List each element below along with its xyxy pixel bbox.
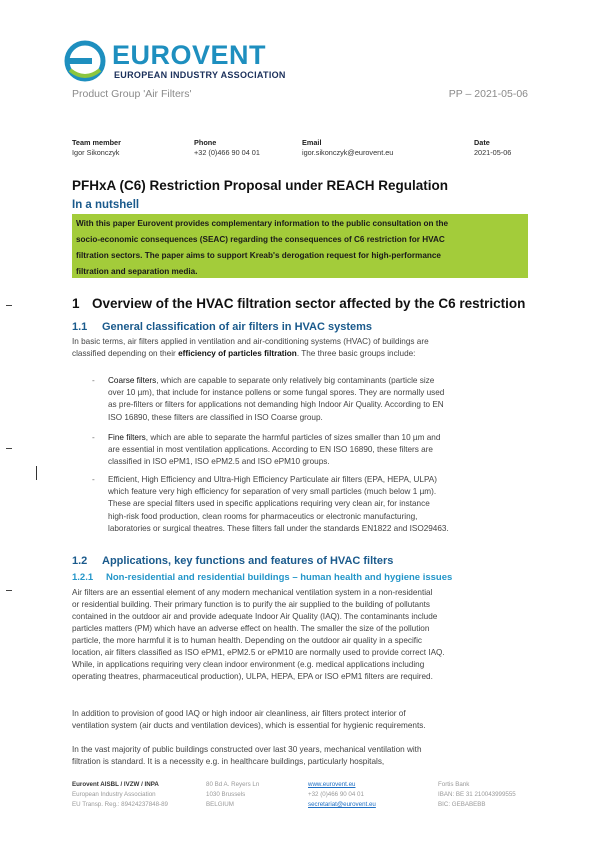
meta-date	[474, 138, 511, 158]
footer-line: 1030 Brussels	[206, 791, 246, 798]
footer-line: IBAN: BE 31 210043999555	[438, 791, 516, 798]
text-line: high-risk food production, clean rooms for pharmaceutics or electronic manufacturing,	[108, 511, 418, 521]
text-line: In the vast majority of public buildings constructed over last 30 years, mechanical ventilation with	[72, 745, 422, 754]
text-line: Air filters are an essential element of any modern mechanical ventilation system in a non-residential	[72, 588, 433, 597]
section-1-1-intro	[72, 336, 532, 360]
text-line: In addition to provision of good IAQ or high indoor air cleanliness, air filters protect interior of	[72, 709, 406, 718]
section-1-2-1-paragraph-3	[72, 744, 532, 768]
text-line	[108, 433, 440, 442]
bullet-item	[92, 375, 532, 424]
footer-line: BELGIUM	[206, 801, 234, 808]
section-number: 1	[72, 296, 80, 311]
footer-email-link[interactable]: secretariat@eurovent.eu	[308, 801, 376, 808]
text-line: ventilation system (air ducts and ventilation devices), which is essential for hygienic requirements.	[72, 721, 426, 730]
section-1-heading	[72, 296, 525, 311]
text-span: . The three basic groups include:	[296, 349, 416, 358]
margin-mark	[6, 590, 12, 591]
meta-date-value: 2021-05-06	[474, 148, 512, 157]
meta-phone-label: Phone	[194, 138, 217, 147]
footer-website-link[interactable]: www.eurovent.eu	[308, 781, 356, 788]
margin-mark	[6, 305, 12, 306]
text-line: Efficient, High Efficiency and Ultra-High Efficiency Particulate air filters (EPA, HEPA, ULPA)	[108, 475, 437, 484]
bullet-term: Coarse filters	[108, 376, 157, 385]
bullet-item	[92, 432, 532, 469]
text-line: These are special filters used in specific applications requiring very clean air, for instance	[108, 499, 430, 509]
meta-phone	[194, 138, 260, 158]
footer-line: EU Transp. Reg.: 89424237848-89	[72, 801, 168, 808]
nutshell-heading: In a nutshell	[72, 199, 140, 211]
document-title: PFHxA (C6) Restriction Proposal under REACH Regulation	[72, 178, 449, 193]
margin-mark	[6, 448, 12, 449]
eurovent-logo-mark-icon	[64, 40, 106, 82]
bullet-dash-icon: -	[92, 475, 95, 484]
bullet-dash-icon: -	[92, 433, 95, 442]
meta-email-value: igor.sikonczyk@eurovent.eu	[302, 148, 394, 157]
footer-organisation	[72, 780, 168, 810]
meta-email	[302, 138, 393, 158]
text-line: In basic terms, air filters applied in ventilation and air-conditioning systems (HVAC) of buildings are	[72, 337, 429, 346]
text-line: or residential building. Their primary function is to purify the air supplied to the building of pollutants	[72, 600, 431, 609]
section-1-2-1-paragraph-1	[72, 587, 532, 683]
section-title: Overview of the HVAC filtration sector affected by the C6 restriction	[92, 296, 526, 311]
text-line: classified in ISO ePM1, ISO ePM2.5 and ISO ePM10 groups.	[108, 457, 330, 467]
text-line	[72, 348, 532, 360]
text-line: filtration is standard. It is a necessity e.g. in healthcare buildings, particularly hospitals,	[72, 757, 385, 766]
text-span: , which are capable to separate only relatively big contaminants (particle size	[156, 376, 435, 385]
text-line: particles matters (PM) which have an adverse effect on health. The smaller the size of the pollution	[72, 624, 430, 633]
nutshell-line: filtration sectors. The paper aims to support Kreab's derogation request for high-performance	[76, 251, 441, 260]
footer-line: 80 Bd A. Reyers Ln	[206, 781, 260, 788]
footer-line: Fortis Bank	[438, 781, 470, 788]
nutshell-box	[72, 214, 528, 278]
text-span: classified depending on their	[72, 349, 179, 358]
section-1-2-1-paragraph-2	[72, 708, 532, 732]
footer-line: European Industry Association	[72, 791, 156, 798]
section-number: 1.2.1	[72, 572, 94, 583]
section-number: 1.1	[72, 321, 88, 333]
header-product-group: Product Group 'Air Filters'	[72, 88, 192, 100]
footer-line: +32 (0)466 90 04 01	[308, 791, 364, 798]
section-title: Non-residential and residential buildings – human health and hygiene issues	[106, 572, 453, 583]
logo-subtitle: EUROPEAN INDUSTRY ASSOCIATION	[114, 70, 286, 80]
meta-email-label: Email	[302, 138, 322, 147]
text-line: laboratories or surgical theatres. These filters fall under the standards EN1822 and ISO29463.	[108, 523, 449, 533]
bullet-term: Fine filters	[108, 433, 146, 442]
text-line: ISO 16890, these filters are classified in ISO Coarse group.	[108, 412, 323, 422]
text-line: particle, the more harmful it is to human health. Depending on the outdoor air quality in a specific	[72, 636, 422, 645]
section-1-2-1-heading	[72, 572, 452, 583]
meta-member-value: Igor Sikonczyk	[72, 148, 120, 157]
section-title: General classification of air filters in HVAC systems	[102, 321, 373, 333]
bullet-text	[108, 474, 532, 535]
text-line: which feature very high efficiency for separation of very small particles (much below 1 µm).	[108, 487, 437, 497]
margin-change-bar	[36, 466, 37, 480]
text-line: contained in the outdoor air and provide adequate Indoor Air Quality (IAQ). The contaminants include	[72, 612, 438, 621]
footer-address	[206, 780, 259, 810]
text-span: , which are able to separate the harmful particles of sizes smaller than 10 µm and	[145, 433, 441, 442]
nutshell-line: With this paper Eurovent provides complementary information to the public consultation on the	[76, 219, 449, 228]
bullet-item	[92, 474, 532, 535]
emphasis-text: efficiency of particles filtration	[178, 349, 297, 358]
meta-team-member	[72, 138, 121, 158]
text-line: are essential in most ventilation applications. According to EN ISO 16890, these filters are	[108, 445, 433, 455]
footer-line: Eurovent AISBL / IVZW / INPA	[72, 781, 159, 788]
text-line	[108, 376, 434, 385]
section-1-2-heading	[72, 555, 393, 567]
bullet-text	[108, 432, 532, 469]
section-1-1-heading	[72, 321, 372, 333]
bullet-dash-icon: -	[92, 376, 95, 385]
logo-wordmark: EUROVENT	[112, 40, 267, 70]
meta-member-label: Team member	[72, 138, 121, 147]
bullet-text	[108, 375, 532, 424]
nutshell-line: filtration and separation media.	[76, 267, 198, 276]
footer-bank	[438, 780, 516, 810]
meta-phone-value: +32 (0)466 90 04 01	[194, 148, 260, 157]
footer-line: BIC: GEBABEBB	[438, 801, 486, 808]
text-line: While, in applications requiring very clean indoor environment (e.g. medical applications including	[72, 660, 425, 669]
section-title: Applications, key functions and features of HVAC filters	[102, 555, 394, 567]
meta-date-label: Date	[474, 138, 490, 147]
text-line: operating theatres, pharmaceutical production), ULPA, HEPA, EPA or ISO ePM1 filters are required.	[72, 672, 433, 681]
text-line: over 10 µm), that include for instance pollens or some fungal spores. They are normally used	[108, 388, 445, 398]
nutshell-line: socio-economic consequences (SEAC) regarding the consequences of C6 restriction for HVAC	[76, 235, 445, 244]
footer-contact	[308, 780, 376, 810]
text-line: as pre-filters or filters for applications not demanding high Indoor Air Quality. According to EN	[108, 400, 444, 410]
section-number: 1.2	[72, 555, 88, 567]
text-line: location, air filters classified as ISO ePM1, ePM2.5 or ePM10 are normally used to provide correct IAQ.	[72, 648, 445, 657]
eurovent-logo	[64, 40, 286, 86]
header-doc-ref: PP – 2021-05-06	[448, 88, 528, 100]
